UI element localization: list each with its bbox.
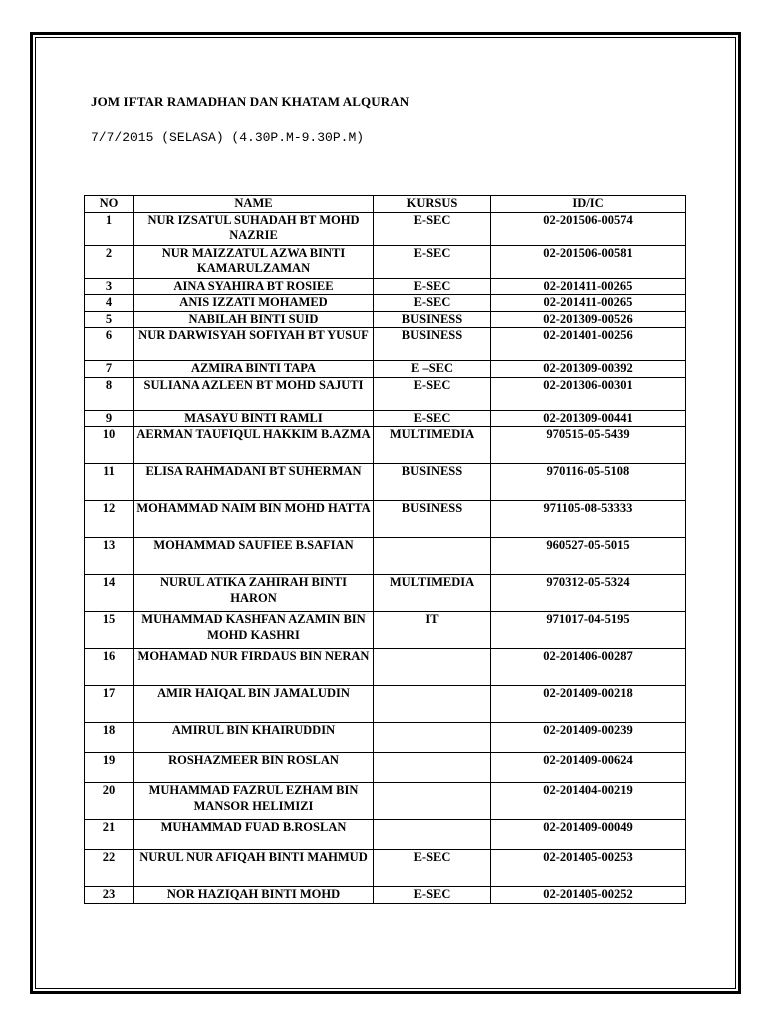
cell-id: 970116-05-5108 <box>491 464 686 501</box>
table-row <box>85 783 686 820</box>
cell-kursus <box>374 538 491 575</box>
cell-name: SULIANA AZLEEN BT MOHD SAJUTI <box>134 377 374 410</box>
table-row <box>85 245 686 278</box>
cell-id: 02-201405-00252 <box>491 887 686 904</box>
cell-no: 5 <box>85 311 134 328</box>
cell-no: 4 <box>85 295 134 312</box>
cell-kursus: BUSINESS <box>374 328 491 361</box>
cell-id: 02-201411-00265 <box>491 278 686 295</box>
cell-name: MOHAMMAD NAIM BIN MOHD HATTA <box>134 501 374 538</box>
table-header-row <box>85 196 686 213</box>
cell-id: 02-201404-00219 <box>491 783 686 820</box>
cell-no: 2 <box>85 245 134 278</box>
cell-id: 02-201306-00301 <box>491 377 686 410</box>
cell-no: 23 <box>85 887 134 904</box>
table-row <box>85 723 686 753</box>
cell-kursus: E-SEC <box>374 377 491 410</box>
cell-id: 960527-05-5015 <box>491 538 686 575</box>
cell-no: 8 <box>85 377 134 410</box>
table-row <box>85 686 686 723</box>
document-title: JOM IFTAR RAMADHAN DAN KHATAM ALQURAN <box>91 94 410 109</box>
cell-no: 1 <box>85 212 134 245</box>
cell-kursus: E-SEC <box>374 887 491 904</box>
cell-kursus <box>374 649 491 686</box>
cell-name: NURUL ATIKA ZAHIRAH BINTI HARON <box>134 575 374 612</box>
cell-id: 02-201309-00526 <box>491 311 686 328</box>
cell-name: ROSHAZMEER BIN ROSLAN <box>134 753 374 783</box>
table-row <box>85 612 686 649</box>
cell-kursus: E-SEC <box>374 850 491 887</box>
table-row <box>85 328 686 361</box>
cell-name: AMIRUL BIN KHAIRUDDIN <box>134 723 374 753</box>
column-header-kursus: KURSUS <box>374 196 491 213</box>
cell-no: 9 <box>85 410 134 427</box>
cell-kursus: IT <box>374 612 491 649</box>
cell-id: 02-201309-00441 <box>491 410 686 427</box>
cell-name: NUR DARWISYAH SOFIYAH BT YUSUF <box>134 328 374 361</box>
cell-no: 22 <box>85 850 134 887</box>
cell-name: NUR IZSATUL SUHADAH BT MOHD NAZRIE <box>134 212 374 245</box>
cell-name: AERMAN TAUFIQUL HAKKIM B.AZMA <box>134 427 374 464</box>
cell-id: 02-201401-00256 <box>491 328 686 361</box>
cell-id: 02-201406-00287 <box>491 649 686 686</box>
cell-no: 15 <box>85 612 134 649</box>
cell-no: 20 <box>85 783 134 820</box>
cell-name: NURUL NUR AFIQAH BINTI MAHMUD <box>134 850 374 887</box>
cell-kursus: BUSINESS <box>374 501 491 538</box>
table-row <box>85 427 686 464</box>
cell-name: MUHAMMAD KASHFAN AZAMIN BIN MOHD KASHRI <box>134 612 374 649</box>
cell-name: ANIS IZZATI MOHAMED <box>134 295 374 312</box>
cell-id: 02-201409-00624 <box>491 753 686 783</box>
cell-name: MUHAMMAD FUAD B.ROSLAN <box>134 820 374 850</box>
cell-kursus: BUSINESS <box>374 464 491 501</box>
cell-kursus: E-SEC <box>374 212 491 245</box>
cell-name: MOHAMMAD SAUFIEE B.SAFIAN <box>134 538 374 575</box>
cell-no: 3 <box>85 278 134 295</box>
cell-name: MUHAMMAD FAZRUL EZHAM BIN MANSOR HELIMIZI <box>134 783 374 820</box>
table-row <box>85 361 686 378</box>
cell-name: ELISA RAHMADANI BT SUHERMAN <box>134 464 374 501</box>
cell-no: 17 <box>85 686 134 723</box>
column-header-id: ID/IC <box>491 196 686 213</box>
table-row <box>85 575 686 612</box>
table-row <box>85 538 686 575</box>
cell-id: 02-201506-00574 <box>491 212 686 245</box>
cell-name: MOHAMAD NUR FIRDAUS BIN NERAN <box>134 649 374 686</box>
document-date-time: 7/7/2015 (SELASA) (4.30P.M-9.30P.M) <box>91 130 365 145</box>
cell-no: 18 <box>85 723 134 753</box>
cell-id: 971017-04-5195 <box>491 612 686 649</box>
cell-id: 02-201409-00049 <box>491 820 686 850</box>
cell-no: 14 <box>85 575 134 612</box>
table-row <box>85 649 686 686</box>
attendee-table <box>84 195 686 904</box>
cell-id: 02-201411-00265 <box>491 295 686 312</box>
cell-no: 6 <box>85 328 134 361</box>
cell-kursus: E-SEC <box>374 410 491 427</box>
column-header-name: NAME <box>134 196 374 213</box>
cell-id: 02-201309-00392 <box>491 361 686 378</box>
cell-id: 02-201409-00239 <box>491 723 686 753</box>
cell-kursus: E-SEC <box>374 295 491 312</box>
cell-kursus: MULTIMEDIA <box>374 575 491 612</box>
cell-no: 11 <box>85 464 134 501</box>
table-row <box>85 820 686 850</box>
cell-name: NOR HAZIQAH BINTI MOHD <box>134 887 374 904</box>
table-row <box>85 887 686 904</box>
cell-id: 970312-05-5324 <box>491 575 686 612</box>
cell-no: 12 <box>85 501 134 538</box>
cell-kursus <box>374 686 491 723</box>
cell-no: 13 <box>85 538 134 575</box>
cell-id: 02-201506-00581 <box>491 245 686 278</box>
cell-kursus: E-SEC <box>374 278 491 295</box>
cell-name: AMIR HAIQAL BIN JAMALUDIN <box>134 686 374 723</box>
cell-kursus: BUSINESS <box>374 311 491 328</box>
cell-no: 10 <box>85 427 134 464</box>
cell-kursus: E-SEC <box>374 245 491 278</box>
cell-no: 19 <box>85 753 134 783</box>
cell-kursus <box>374 753 491 783</box>
cell-name: NUR MAIZZATUL AZWA BINTI KAMARULZAMAN <box>134 245 374 278</box>
cell-id: 02-201409-00218 <box>491 686 686 723</box>
cell-name: AINA SYAHIRA BT ROSIEE <box>134 278 374 295</box>
table-row <box>85 850 686 887</box>
cell-no: 16 <box>85 649 134 686</box>
cell-kursus <box>374 723 491 753</box>
table-row <box>85 278 686 295</box>
table-row <box>85 212 686 245</box>
cell-id: 971105-08-53333 <box>491 501 686 538</box>
cell-kursus: E –SEC <box>374 361 491 378</box>
table-row <box>85 311 686 328</box>
cell-kursus: MULTIMEDIA <box>374 427 491 464</box>
table-row <box>85 410 686 427</box>
cell-kursus <box>374 783 491 820</box>
column-header-no: NO <box>85 196 134 213</box>
cell-name: MASAYU BINTI RAMLI <box>134 410 374 427</box>
table-row <box>85 753 686 783</box>
cell-id: 970515-05-5439 <box>491 427 686 464</box>
table-row <box>85 464 686 501</box>
cell-id: 02-201405-00253 <box>491 850 686 887</box>
cell-kursus <box>374 820 491 850</box>
cell-name: AZMIRA BINTI TAPA <box>134 361 374 378</box>
cell-name: NABILAH BINTI SUID <box>134 311 374 328</box>
cell-no: 21 <box>85 820 134 850</box>
table-row <box>85 295 686 312</box>
cell-no: 7 <box>85 361 134 378</box>
table-row <box>85 501 686 538</box>
table-row <box>85 377 686 410</box>
